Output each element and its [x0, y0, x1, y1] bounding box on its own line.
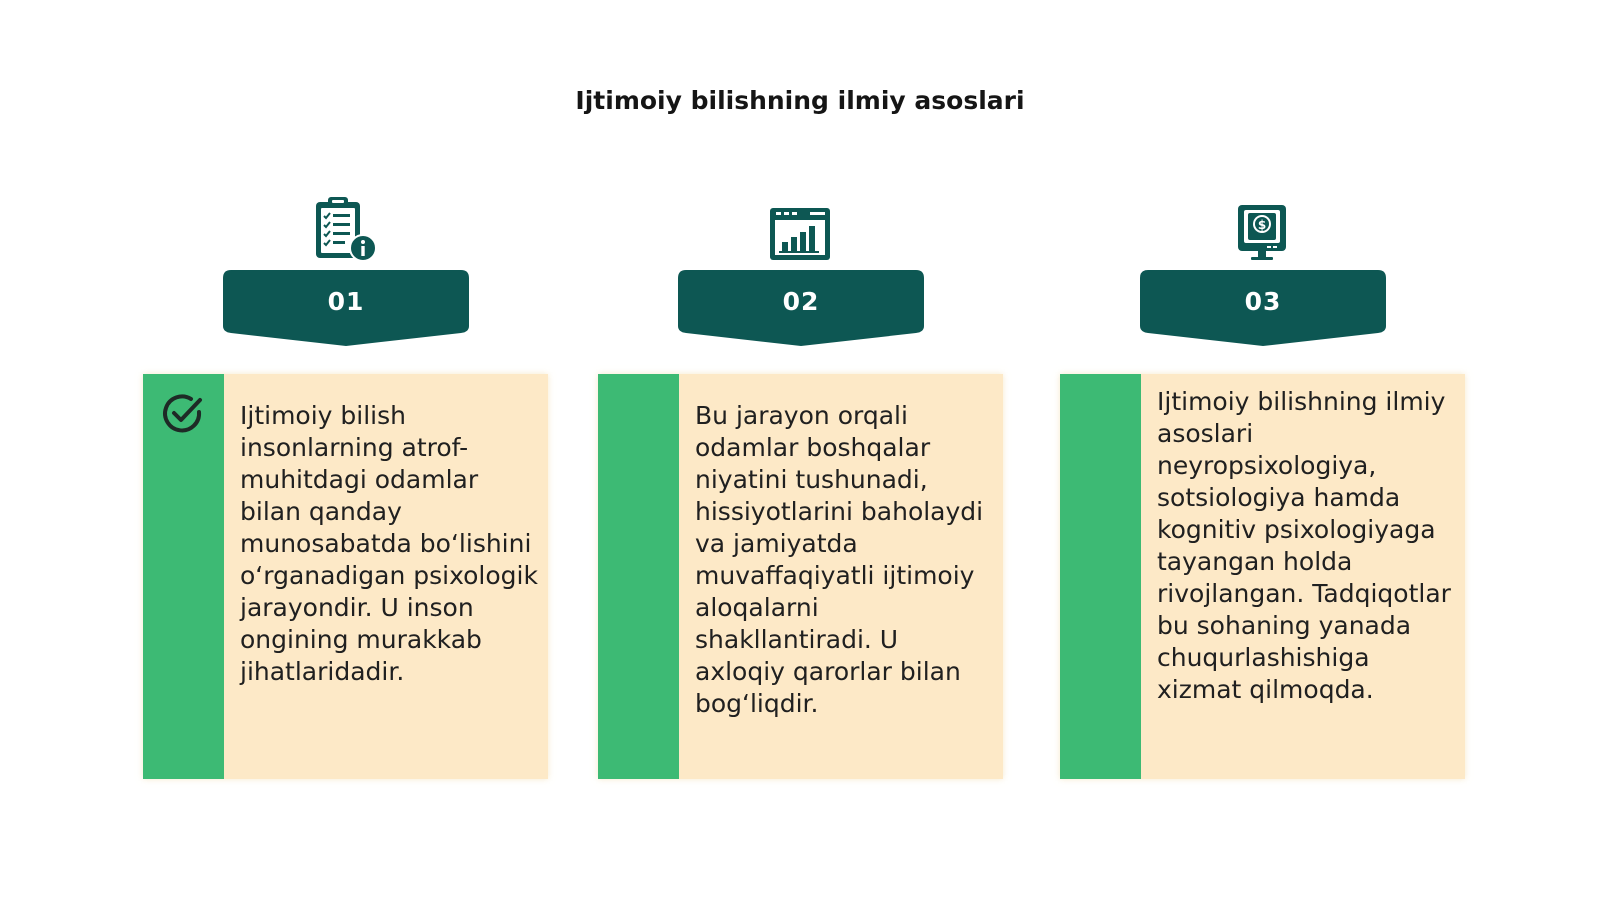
step-number: 02: [782, 287, 820, 316]
step-card-3: [1060, 374, 1465, 779]
svg-text:$: $: [1257, 218, 1267, 232]
card-text: Ijtimoiy bilish insonlarning atrof-muhitdagi odamlar bilan qanday munosabatda bo‘lishini o‘rganadigan psixologik jarayondir. U inson ongining murakkab jihatlaridadir.: [224, 374, 548, 779]
step-number: 03: [1244, 287, 1282, 316]
card-stripe: [1060, 374, 1141, 779]
clipboard-checklist-info-icon: [305, 186, 385, 262]
check-circle-icon: [161, 392, 205, 440]
page-title: Ijtimoiy bilishning ilmiy asoslari: [575, 86, 1025, 115]
step-badge-3: [1140, 270, 1386, 350]
step-column-2: [598, 180, 1003, 780]
card-stripe: [598, 374, 679, 779]
step-badge-2: [678, 270, 924, 350]
step-card-2: [598, 374, 1003, 779]
step-card-1: [143, 374, 548, 779]
step-column-1: [143, 180, 548, 780]
monitor-dollar-icon: [1222, 186, 1302, 262]
card-stripe: [143, 374, 224, 779]
card-text: Ijtimoiy bilishning ilmiy asoslari neyropsixologiya, sotsiologiya hamda kognitiv psixologiyaga tayangan holda rivojlangan. Tadqiqotlar bu sohaning yanada chuqurlashishiga xizmat qilmoqda.: [1141, 374, 1465, 779]
step-number: 01: [327, 287, 365, 316]
browser-bar-chart-icon: [760, 186, 840, 262]
step-column-3: [1060, 180, 1465, 780]
step-badge-1: [223, 270, 469, 350]
card-text: Bu jarayon orqali odamlar boshqalar niyatini tushunadi, hissiyotlarini baholaydi va jamiyatda muvaffaqiyatli ijtimoiy aloqalarni shakllantiradi. U axloqiy qarorlar bilan bog‘liqdir.: [679, 374, 1003, 779]
